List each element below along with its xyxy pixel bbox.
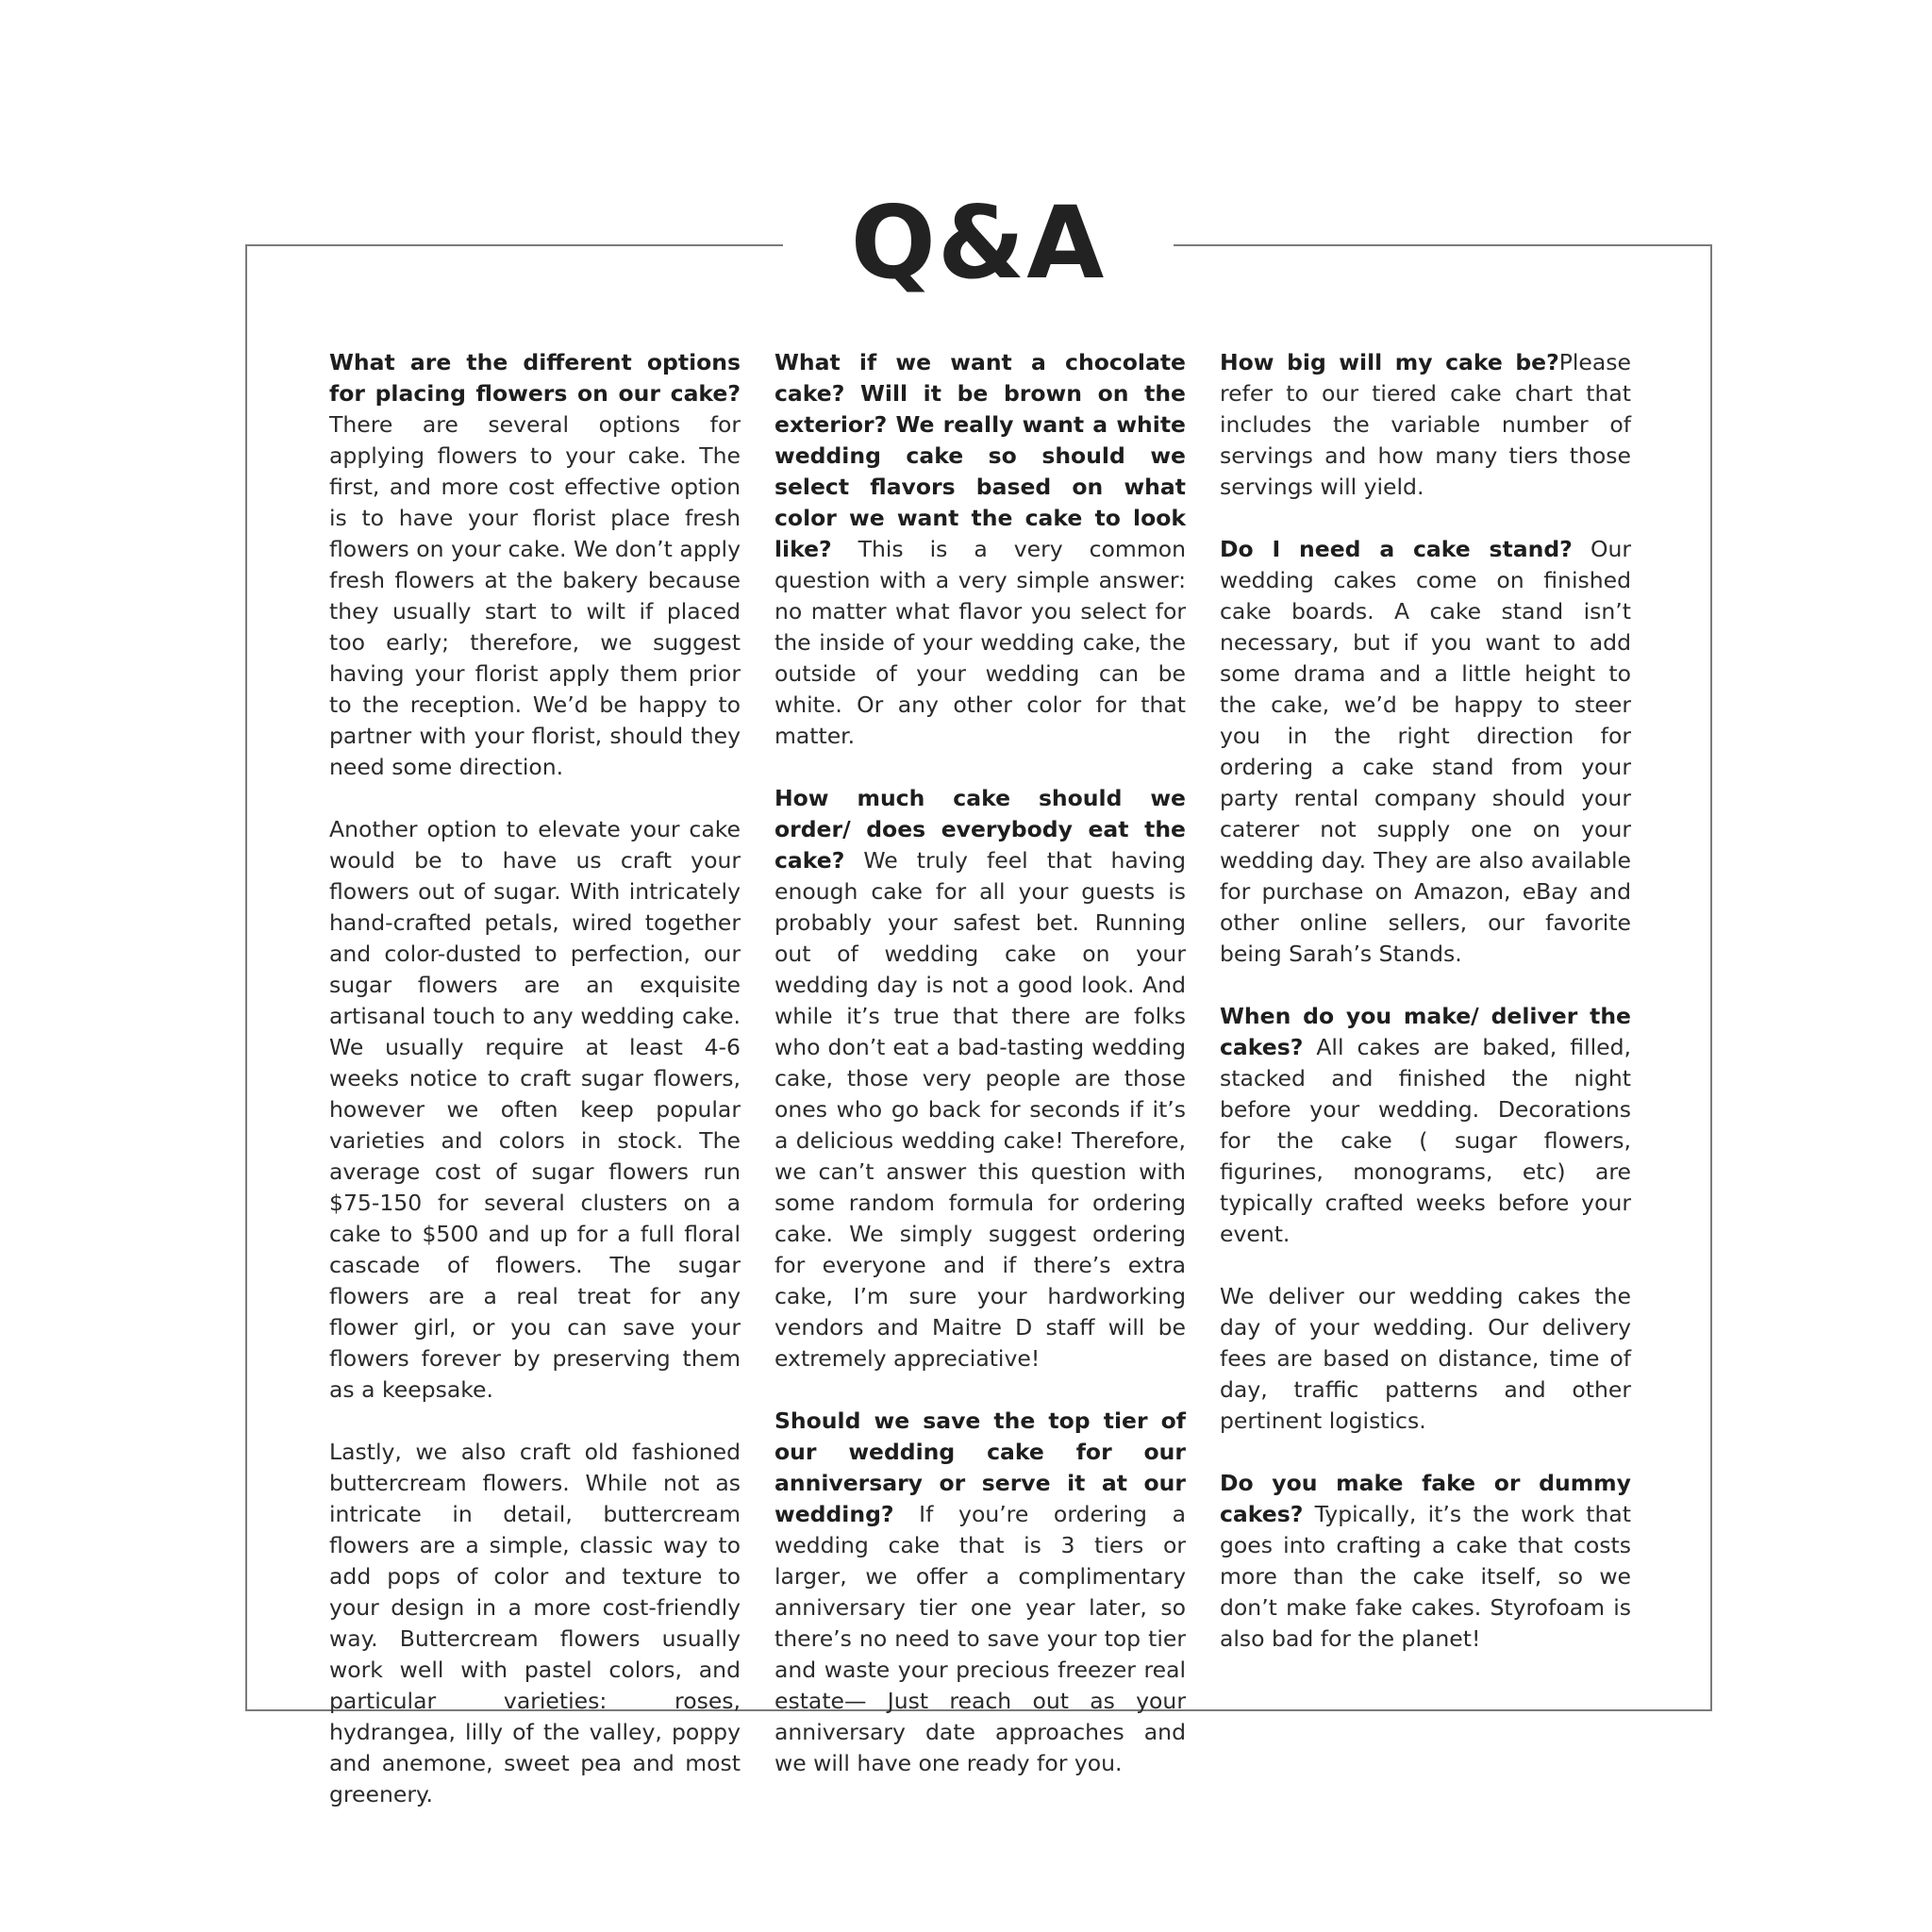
answer: Another option to elevate your cake would be to have us craft your flowers out of sugar. With intricately hand-crafted petals, wired together and color-dusted to perfection, our sugar flowers are an exquisite artisanal touch to any wedding cake. We usually require at least 4-6 weeks notice to craft sugar flowers, however we often keep popular varieties and colors in stock. The average cost of sugar flowers run $75-150 for several clusters on a cake to $500 and up for a full floral cascade of flowers. The sugar flowers are a real treat for any flower girl, or you can save your flowers forever by preserving them as a keepsake.: [329, 816, 741, 1403]
answer: Lastly, we also craft old fashioned buttercream flowers. While not as intricate in detail, buttercream flowers are a simple, classic way to add pops of color and texture to your design in a more cost-friendly way. Buttercream flowers usually work well with pastel colors, and particular varieties: roses, hydrangea, lilly of the valley, poppy and anemone, sweet pea and most greenery.: [329, 1439, 741, 1807]
question: What are the different options for placing flowers on our cake?: [329, 349, 741, 407]
qa-item: [774, 1406, 1186, 1779]
answer: This is a very common question with a very simple answer: no matter what flavor you select for the inside of your wedding cake, the outside of your wedding can be white. Or any other color for that matter.: [774, 536, 1186, 749]
answer: All cakes are baked, filled, stacked and finished the night before your wedding. Decorations for the cake ( sugar flowers, figurines, monograms, etc) are typically crafted weeks before your event.: [1220, 1034, 1631, 1247]
answer: If you’re ordering a wedding cake that is 3 tiers or larger, we offer a complimentary anniversary tier one year later, so there’s no need to save your top tier and waste your precious freezer real estate— Just reach out as your anniversary date approaches and we will have one ready for you.: [774, 1501, 1186, 1776]
qa-column-1: [329, 347, 741, 1841]
qa-item: [1220, 1281, 1631, 1437]
qa-column-2: [774, 347, 1186, 1810]
question: How big will my cake be?: [1220, 349, 1559, 375]
qa-item: [1220, 1001, 1631, 1250]
qa-column-3: [1220, 347, 1631, 1686]
qa-item: [329, 1437, 741, 1810]
answer: Our wedding cakes come on finished cake boards. A cake stand isn’t necessary, but if you want to add some drama and a little height to the cake, we’d be happy to steer you in the right direction for ordering a cake stand from your party rental company should your caterer not supply one on your wedding day. They are also available for purchase on Amazon, eBay and other online sellers, our favorite being Sarah’s Stands.: [1220, 536, 1631, 967]
answer: We deliver our wedding cakes the day of your wedding. Our delivery fees are based on distance, time of day, traffic patterns and other pertinent logistics.: [1220, 1283, 1631, 1434]
answer: There are several options for applying flowers to your cake. The first, and more cost effective option is to have your florist place fresh flowers on your cake. We don’t apply fresh flowers at the bakery because they usually start to wilt if placed too early; therefore, we suggest having your florist apply them prior to the reception. We’d be happy to partner with your florist, should they need some direction.: [329, 411, 741, 780]
question: Do you make fake or dummy cakes?: [1220, 1470, 1631, 1527]
qa-item: [774, 347, 1186, 752]
question: When do you make/ deliver the cakes?: [1220, 1003, 1631, 1060]
qa-item: [1220, 347, 1631, 503]
answer: Please refer to our tiered cake chart that includes the variable number of servings and how many tiers those servings will yield.: [1220, 349, 1631, 500]
question: Do I need a cake stand?: [1220, 536, 1573, 562]
qa-item: [329, 347, 741, 783]
question: What if we want a chocolate cake? Will it be brown on the exterior? We really want a white wedding cake so should we select flavors based on what color we want the cake to look like?: [774, 349, 1186, 562]
qa-item: [1220, 534, 1631, 970]
question: How much cake should we order/ does everybody eat the cake?: [774, 785, 1186, 874]
qa-item: [1220, 1468, 1631, 1655]
qa-item: [774, 783, 1186, 1374]
qa-item: [329, 814, 741, 1406]
question: Should we save the top tier of our wedding cake for our anniversary or serve it at our wedding?: [774, 1407, 1186, 1527]
answer: We truly feel that having enough cake for all your guests is probably your safest bet. Running out of wedding cake on your wedding day is not a good look. And while it’s true that there are folks who don’t eat a bad-tasting wedding cake, those very people are those ones who go back for seconds if it’s a delicious wedding cake! Therefore, we can’t answer this question with some random formula for ordering cake. We simply suggest ordering for everyone and if there’s extra cake, I’m sure your hardworking vendors and Maitre D staff will be extremely appreciative!: [774, 847, 1186, 1372]
answer: Typically, it’s the work that goes into crafting a cake that costs more than the cake itself, so we don’t make fake cakes. Styrofoam is also bad for the planet!: [1220, 1501, 1631, 1652]
page-title: Q&A: [850, 185, 1107, 301]
